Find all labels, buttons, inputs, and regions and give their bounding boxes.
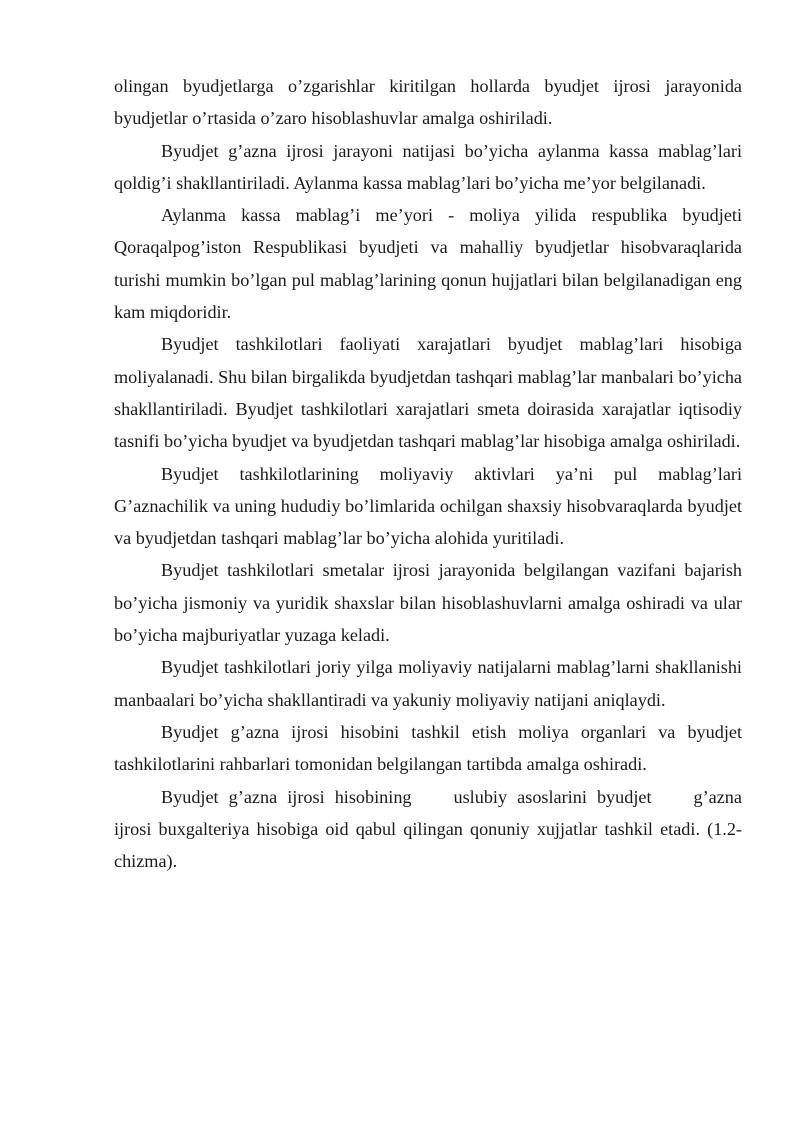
paragraph-2: Byudjet g’azna ijrosi jarayoni natijasi bo’yicha aylanma kassa mablag’lari qoldig’i shakllantiriladi. Aylanma kassa mablag’lari bo’yicha me’yor belgilanadi. xyxy=(114,140,742,193)
paragraph-9-part-2: uslubiy asoslarini byudjet xyxy=(453,786,652,807)
paragraph-8: Byudjet g’azna ijrosi hisobini tashkil etish moliya organlari va byudjet tashkilotlarini rahbarlari tomonidan belgilangan tartibda amalga oshiradi. xyxy=(114,721,742,775)
paragraph-9-part-3: g’azna xyxy=(693,786,742,807)
paragraph-5: Byudjet tashkilotlarining moliyaviy aktivlari ya’ni pul mablag’lari G’aznachilik va uning hududiy bo’limlarida ochilgan shaxsiy hisobvaraqlarda byudjet va byudjetdan tashqari mablag’lar bo’yicha alohida yuritiladi. xyxy=(114,463,742,549)
paragraph-4: Byudjet tashkilotlari faoliyati xarajatlari byudjet mablag’lari hisobiga moliyalanadi. Shu bilan birgalikda byudjetdan tashqari mablag’lar manbalari bo’yicha shakllantiriladi. Byudjet tashkilotlari xarajatlari smeta doirasida xarajatlar iqtisodiy tasnifi bo’yicha byudjet va byudjetdan tashqari mablag’lar hisobiga amalga oshiriladi. xyxy=(114,334,742,452)
paragraph-1: olingan byudjetlarga o’zgarishlar kiritilgan hollarda byudjet ijrosi jarayonida byudjetlar o’rtasida o’zaro hisoblashuvlar amalga oshiriladi. xyxy=(114,76,742,129)
paragraph-6: Byudjet tashkilotlari smetalar ijrosi jarayonida belgilangan vazifani bajarish bo’yicha jismoniy va yuridik shaxslar bilan hisoblashuvlarni amalga oshiradi va ular bo’yicha majburiyatlar yuzaga keladi. xyxy=(114,560,742,646)
document-page xyxy=(114,70,742,877)
paragraph-9-part-1: Byudjet g’azna ijrosi hisobining xyxy=(161,786,412,807)
paragraph-3: Aylanma kassa mablag’i me’yori - moliya yilida respublika byudjeti Qoraqalpog’iston Respublikasi byudjeti va mahalliy byudjetlar hisobvaraqlarida turishi mumkin bo’lgan pul mablag’larining qonun hujjatlari bilan belgilanadigan eng kam miqdoridir. xyxy=(114,205,742,323)
paragraph-9-part-4: ijrosi buxgalteriya hisobiga oid qabul qilingan qonuniy xujjatlar tashkil etadi. (1.2-chizma). xyxy=(114,818,742,872)
paragraph-7: Byudjet tashkilotlari joriy yilga moliyaviy natijalarni mablag’larni shakllanishi manbaalari bo’yicha shakllantiradi va yakuniy moliyaviy natijani aniqlaydi. xyxy=(114,657,742,710)
paragraph-9 xyxy=(114,781,742,878)
